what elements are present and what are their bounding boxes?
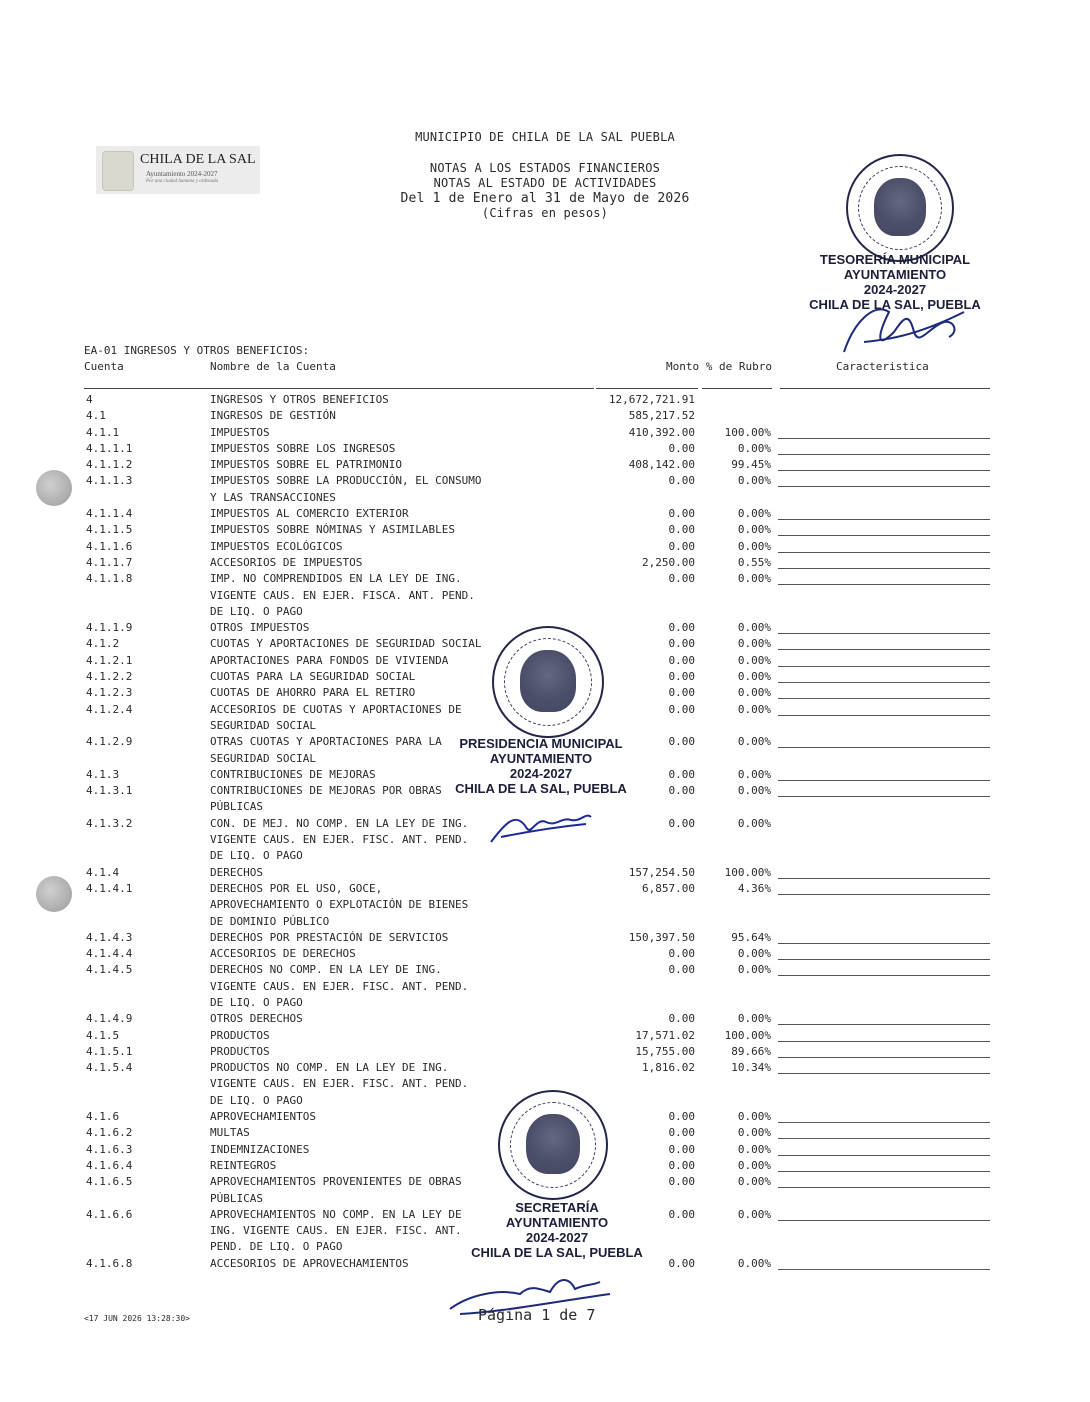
punch-hole: [36, 876, 72, 912]
amount: 0.00: [668, 784, 695, 798]
table-row: [0, 522, 1090, 538]
table-row: [0, 702, 1090, 735]
rubro-percent: 0.00%: [737, 686, 771, 700]
rubro-percent: 0.00%: [737, 1207, 771, 1221]
caracteristica-blank-line: [778, 1220, 990, 1221]
column-header-caracteristica: Caracteristica: [836, 360, 929, 373]
rubro-percent: 0.00%: [737, 963, 771, 977]
amount: 17,571.02: [635, 1028, 695, 1042]
caracteristica-blank-line: [778, 1187, 990, 1188]
account-name: CON. DE MEJ. NO COMP. EN LA LEY DE ING. VIGENTE CAUS. EN EJER. FISC. ANT. PEND. DE LIQ. O PAGO: [210, 816, 469, 863]
column-header-cuenta: Cuenta: [84, 360, 124, 373]
account-code: 4.1.4.3: [86, 930, 133, 944]
amount: 0.00: [668, 1256, 695, 1270]
rubro-percent: 0.55%: [737, 555, 771, 569]
account-code: 4.1.2.2: [86, 670, 133, 684]
municipal-emblem-icon: [102, 151, 134, 191]
header-municipio: MUNICIPIO DE CHILA DE LA SAL PUEBLA: [415, 130, 675, 144]
account-name: PRODUCTOS: [210, 1044, 270, 1058]
account-name: ACCESORIOS DE APROVECHAMIENTOS: [210, 1256, 409, 1270]
caracteristica-blank-line: [778, 568, 990, 569]
table-row: [0, 620, 1090, 636]
table-row: [0, 1109, 1090, 1125]
amount: 0.00: [668, 1207, 695, 1221]
account-name: CUOTAS Y APORTACIONES DE SEGURIDAD SOCIAL: [210, 637, 482, 651]
account-name: PRODUCTOS NO COMP. EN LA LEY DE ING. VIGENTE CAUS. EN EJER. FISC. ANT. PEND. DE LIQ. O PAGO: [210, 1061, 469, 1107]
account-code: 4.1.5: [86, 1028, 120, 1042]
account-name: IMPUESTOS ECOLÓGICOS: [210, 539, 343, 553]
account-code: 4.1.6.2: [86, 1126, 133, 1140]
amount: 0.00: [668, 474, 695, 488]
caracteristica-blank-line: [778, 666, 990, 667]
caracteristica-blank-line: [778, 698, 990, 699]
account-code: 4.1.6: [86, 1110, 120, 1124]
account-name: DERECHOS POR PRESTACIÓN DE SERVICIOS: [210, 930, 449, 944]
rubro-percent: 0.00%: [737, 1142, 771, 1156]
table-row: [0, 669, 1090, 685]
account-code: 4.1.1: [86, 425, 120, 439]
account-code: 4.1.3.1: [86, 784, 133, 798]
caracteristica-blank-line: [778, 486, 990, 487]
caracteristica-blank-line: [778, 894, 990, 895]
account-name: DERECHOS NO COMP. EN LA LEY DE ING. VIGENTE CAUS. EN EJER. FISC. ANT. PEND. DE LIQ. O PAGO: [210, 963, 469, 1009]
rubro-percent: 100.00%: [724, 1028, 771, 1042]
stamp-line: AYUNTAMIENTO: [843, 267, 947, 282]
table-row: [0, 930, 1090, 946]
table-row: [0, 816, 1090, 865]
stamp-line: CHILA DE LA SAL, PUEBLA: [809, 297, 981, 312]
caracteristica-blank-line: [778, 1024, 990, 1025]
account-code: 4.1.6.6: [86, 1207, 133, 1221]
amount: 1,816.02: [642, 1061, 695, 1075]
amount: 0.00: [668, 963, 695, 977]
stamp-line: SECRETARÍA: [515, 1200, 599, 1215]
caracteristica-blank-line: [778, 519, 990, 520]
amount: 6,857.00: [642, 881, 695, 895]
table-row: [0, 962, 1090, 1011]
rubro-percent: 0.00%: [737, 474, 771, 488]
account-name: CONTRIBUCIONES DE MEJORAS: [210, 767, 376, 781]
rubro-percent: 0.00%: [737, 572, 771, 586]
caracteristica-blank-line: [778, 975, 990, 976]
amount: 0.00: [668, 767, 695, 781]
rubro-percent: 0.00%: [737, 702, 771, 716]
account-code: 4.1: [86, 409, 106, 423]
account-name: CUOTAS PARA LA SEGURIDAD SOCIAL: [210, 670, 416, 684]
account-code: 4.1.1.4: [86, 507, 133, 521]
table-row: [0, 473, 1090, 506]
caracteristica-blank-line: [778, 535, 990, 536]
page-number: Página 1 de 7: [478, 1306, 596, 1324]
municipal-logo: [96, 146, 260, 194]
account-name: IMPUESTOS SOBRE LOS INGRESOS: [210, 441, 396, 455]
stamp-line: CHILA DE LA SAL, PUEBLA: [471, 1245, 643, 1260]
rubro-percent: 0.00%: [737, 1175, 771, 1189]
amount: 0.00: [668, 653, 695, 667]
table-row: [0, 392, 1090, 408]
table-row: [0, 425, 1090, 441]
caracteristica-blank-line: [778, 780, 990, 781]
rubro-percent: 0.00%: [737, 539, 771, 553]
stamp-line: AYUNTAMIENTO: [489, 751, 593, 766]
amount: 0.00: [668, 735, 695, 749]
table-row: [0, 946, 1090, 962]
account-code: 4.1.4.9: [86, 1012, 133, 1026]
caracteristica-blank-line: [778, 715, 990, 716]
amount: 12,672,721.91: [608, 393, 695, 406]
rubro-percent: 0.00%: [737, 1126, 771, 1140]
logo-name: CHILA DE LA SAL: [140, 152, 256, 167]
caracteristica-blank-line: [778, 1155, 990, 1156]
stamp-line: CHILA DE LA SAL, PUEBLA: [455, 781, 627, 796]
stamp-line: PRESIDENCIA MUNICIPAL: [459, 736, 623, 751]
amount: 0.00: [668, 507, 695, 521]
account-code: 4.1.6.5: [86, 1175, 133, 1189]
account-name: IMPUESTOS AL COMERCIO EXTERIOR: [210, 507, 409, 521]
table-row: [0, 636, 1090, 652]
table-row: [0, 457, 1090, 473]
amount: 150,397.50: [628, 930, 695, 944]
table-row: [0, 767, 1090, 783]
account-code: 4.1.1.5: [86, 523, 133, 537]
rubro-percent: 10.34%: [731, 1061, 771, 1075]
rubro-percent: 100.00%: [724, 865, 771, 879]
account-name: REINTEGROS: [210, 1158, 277, 1172]
rubro-percent: 0.00%: [737, 784, 771, 798]
account-name: DERECHOS POR EL USO, GOCE, APROVECHAMIENTO O EXPLOTACIÓN DE BIENES DE DOMINIO PÚBLICO: [210, 881, 469, 928]
account-name: ACCESORIOS DE CUOTAS Y APORTACIONES DE SEGURIDAD SOCIAL: [210, 702, 462, 732]
account-name: IMPUESTOS: [210, 425, 270, 439]
table-row: [0, 1142, 1090, 1158]
punch-hole: [36, 470, 72, 506]
account-code: 4.1.4.4: [86, 947, 133, 961]
account-code: 4.1.2.1: [86, 653, 133, 667]
amount: 0.00: [668, 1175, 695, 1189]
stamp-line: 2024-2027: [863, 282, 927, 297]
account-code: 4.1.1.8: [86, 572, 133, 586]
account-name: CUOTAS DE AHORRO PARA EL RETIRO: [210, 686, 416, 700]
amount: 0.00: [668, 686, 695, 700]
amount: 0.00: [668, 1110, 695, 1124]
rubro-percent: 89.66%: [731, 1044, 771, 1058]
account-code: 4.1.1.9: [86, 621, 133, 635]
header-rule: [84, 388, 594, 389]
rubro-percent: 0.00%: [737, 1256, 771, 1270]
table-row: [0, 539, 1090, 555]
caracteristica-blank-line: [778, 1073, 990, 1074]
section-title: EA-01 INGRESOS Y OTROS BENEFICIOS:: [84, 344, 310, 357]
account-code: 4.1.6.4: [86, 1158, 133, 1172]
account-code: 4.1.2.4: [86, 702, 133, 716]
table-row: [0, 734, 1090, 767]
caracteristica-blank-line: [778, 1171, 990, 1172]
account-code: 4.1.4.1: [86, 881, 133, 895]
caracteristica-blank-line: [778, 796, 990, 797]
table-row: [0, 1125, 1090, 1141]
account-code: 4.1.2.3: [86, 686, 133, 700]
table-row: [0, 881, 1090, 930]
rubro-percent: 95.64%: [731, 930, 771, 944]
rubro-percent: 0.00%: [737, 735, 771, 749]
caracteristica-blank-line: [778, 633, 990, 634]
account-code: 4.1.1.7: [86, 555, 133, 569]
amount: 0.00: [668, 1158, 695, 1172]
rubro-percent: 99.45%: [731, 458, 771, 472]
amount: 0.00: [668, 1142, 695, 1156]
caracteristica-blank-line: [778, 552, 990, 553]
amount: 0.00: [668, 539, 695, 553]
amount: 0.00: [668, 1126, 695, 1140]
rubro-percent: 0.00%: [737, 621, 771, 635]
header-units: (Cifras en pesos): [481, 206, 609, 220]
amount: 410,392.00: [628, 425, 695, 439]
table-row: [0, 653, 1090, 669]
caracteristica-blank-line: [778, 470, 990, 471]
column-header-nombre: Nombre de la Cuenta: [210, 360, 336, 373]
caracteristica-blank-line: [778, 649, 990, 650]
signature-tesoreria: [834, 292, 974, 362]
account-name: IMP. NO COMPRENDIDOS EN LA LEY DE ING. VIGENTE CAUS. EN EJER. FISCA. ANT. PEND. DE LIQ. O PAGO: [210, 572, 475, 618]
account-code: 4.1.4: [86, 865, 120, 879]
caracteristica-blank-line: [778, 1138, 990, 1139]
amount: 0.00: [668, 816, 695, 830]
account-code: 4: [86, 393, 93, 406]
rubro-percent: 0.00%: [737, 507, 771, 521]
account-name: APROVECHAMIENTOS PROVENIENTES DE OBRAS PÚBLICAS: [210, 1175, 462, 1205]
account-name: OTROS DERECHOS: [210, 1012, 303, 1026]
account-code: 4.1.2: [86, 637, 120, 651]
stamp-line: AYUNTAMIENTO: [505, 1215, 609, 1230]
rubro-percent: 0.00%: [737, 523, 771, 537]
header-period: Del 1 de Enero al 31 de Mayo de 2026: [400, 191, 690, 206]
print-timestamp: <17 JUN 2026 13:28:30>: [84, 1314, 190, 1323]
account-code: 4.1.1.3: [86, 474, 133, 488]
table-row: [0, 408, 1090, 424]
rubro-percent: 0.00%: [737, 637, 771, 651]
rubro-percent: 0.00%: [737, 1012, 771, 1026]
rubro-percent: 0.00%: [737, 441, 771, 455]
account-code: 4.1.5.4: [86, 1061, 133, 1075]
amount: 0.00: [668, 702, 695, 716]
account-name: ACCESORIOS DE DERECHOS: [210, 947, 356, 961]
account-name: APROVECHAMIENTOS: [210, 1110, 316, 1124]
table-row: [0, 1158, 1090, 1174]
table-row: [0, 865, 1090, 881]
stamp-line: 2024-2027: [509, 766, 573, 781]
caracteristica-blank-line: [778, 878, 990, 879]
account-name: IMPUESTOS SOBRE NÓMINAS Y ASIMILABLES: [210, 523, 456, 537]
caracteristica-blank-line: [778, 1122, 990, 1123]
account-code: 4.1.4.5: [86, 963, 133, 977]
table-row: [0, 783, 1090, 816]
amount: 157,254.50: [628, 865, 695, 879]
rubro-percent: 0.00%: [737, 767, 771, 781]
table-row: [0, 1028, 1090, 1044]
caracteristica-blank-line: [778, 943, 990, 944]
table-row: [0, 555, 1090, 571]
account-name: APORTACIONES PARA FONDOS DE VIVIENDA: [210, 653, 449, 667]
header-title-1: NOTAS A LOS ESTADOS FINANCIEROS: [429, 161, 661, 175]
table-row: [0, 441, 1090, 457]
table-row: [0, 685, 1090, 701]
amount: 0.00: [668, 947, 695, 961]
account-code: 4.1.1.1: [86, 441, 133, 455]
header-title-2: NOTAS AL ESTADO DE ACTIVIDADES: [433, 176, 657, 190]
rubro-percent: 4.36%: [737, 881, 771, 895]
table-row: [0, 571, 1090, 620]
amount: 2,250.00: [642, 555, 695, 569]
table-row: [0, 1207, 1090, 1256]
amount: 0.00: [668, 441, 695, 455]
caracteristica-blank-line: [778, 747, 990, 748]
logo-subtitle: Ayuntamiento 2024-2027: [146, 170, 218, 178]
header-rule: [596, 388, 698, 389]
rubro-percent: 0.00%: [737, 1110, 771, 1124]
account-code: 4.1.3: [86, 767, 120, 781]
document-header: [300, 130, 790, 221]
caracteristica-blank-line: [778, 682, 990, 683]
account-name: CONTRIBUCIONES DE MEJORAS POR OBRAS PÚBLICAS: [210, 784, 442, 814]
amount: 585,217.52: [628, 409, 695, 423]
rubro-percent: 100.00%: [724, 425, 771, 439]
account-name: OTROS IMPUESTOS: [210, 621, 310, 635]
caracteristica-blank-line: [778, 959, 990, 960]
account-name: OTRAS CUOTAS Y APORTACIONES PARA LA SEGURIDAD SOCIAL: [210, 735, 442, 765]
account-code: 4.1.6.8: [86, 1256, 133, 1270]
account-name: MULTAS: [210, 1126, 250, 1140]
caracteristica-blank-line: [778, 1057, 990, 1058]
account-code: 4.1.6.3: [86, 1142, 133, 1156]
amount: 0.00: [668, 637, 695, 651]
caracteristica-blank-line: [778, 438, 990, 439]
header-rule: [780, 388, 990, 389]
column-header-monto: Monto % de Rubro: [666, 360, 772, 373]
account-name: INGRESOS Y OTROS BENEFICIOS: [210, 393, 389, 406]
account-name: IMPUESTOS SOBRE EL PATRIMONIO: [210, 458, 403, 472]
account-name: INDEMNIZACIONES: [210, 1142, 310, 1156]
rubro-percent: 0.00%: [737, 653, 771, 667]
account-code: 4.1.5.1: [86, 1044, 133, 1058]
account-name: APROVECHAMIENTOS NO COMP. EN LA LEY DE ING. VIGENTE CAUS. EN EJER. FISC. ANT. PEND. DE LIQ. O PAGO: [210, 1207, 462, 1254]
table-row: [0, 1174, 1090, 1207]
caracteristica-blank-line: [778, 1269, 990, 1270]
rubro-percent: 0.00%: [737, 1158, 771, 1172]
account-name: DERECHOS: [210, 865, 263, 879]
account-code: 4.1.1.6: [86, 539, 133, 553]
amount: 0.00: [668, 572, 695, 586]
table-row: [0, 1060, 1090, 1109]
account-name: INGRESOS DE GESTIÓN: [210, 409, 336, 423]
header-rule: [702, 388, 772, 389]
logo-tagline: Por una ciudad humana y ordenada: [146, 179, 219, 184]
account-name: PRODUCTOS: [210, 1028, 270, 1042]
national-seal-icon: [846, 154, 954, 262]
rubro-percent: 0.00%: [737, 816, 771, 830]
amount: 0.00: [668, 670, 695, 684]
account-name: ACCESORIOS DE IMPUESTOS: [210, 555, 363, 569]
rubro-percent: 0.00%: [737, 670, 771, 684]
amount: 408,142.00: [628, 458, 695, 472]
amount: 15,755.00: [635, 1044, 695, 1058]
table-row: [0, 506, 1090, 522]
account-code: 4.1.2.9: [86, 735, 133, 749]
table-row: [0, 1256, 1090, 1272]
stamp-line: 2024-2027: [525, 1230, 589, 1245]
account-name: IMPUESTOS SOBRE LA PRODUCCIÓN, EL CONSUMO Y LAS TRANSACCIONES: [210, 474, 482, 504]
caracteristica-blank-line: [778, 584, 990, 585]
caracteristica-blank-line: [778, 454, 990, 455]
amount: 0.00: [668, 1012, 695, 1026]
table-row: [0, 1044, 1090, 1060]
caracteristica-blank-line: [778, 1041, 990, 1042]
amount: 0.00: [668, 523, 695, 537]
accounts-table: [0, 392, 1090, 1272]
amount: 0.00: [668, 621, 695, 635]
rubro-percent: 0.00%: [737, 947, 771, 961]
table-row: [0, 1011, 1090, 1027]
account-code: 4.1.1.2: [86, 458, 133, 472]
stamp-line: TESORERÍA MUNICIPAL: [819, 252, 971, 267]
account-code: 4.1.3.2: [86, 816, 133, 830]
